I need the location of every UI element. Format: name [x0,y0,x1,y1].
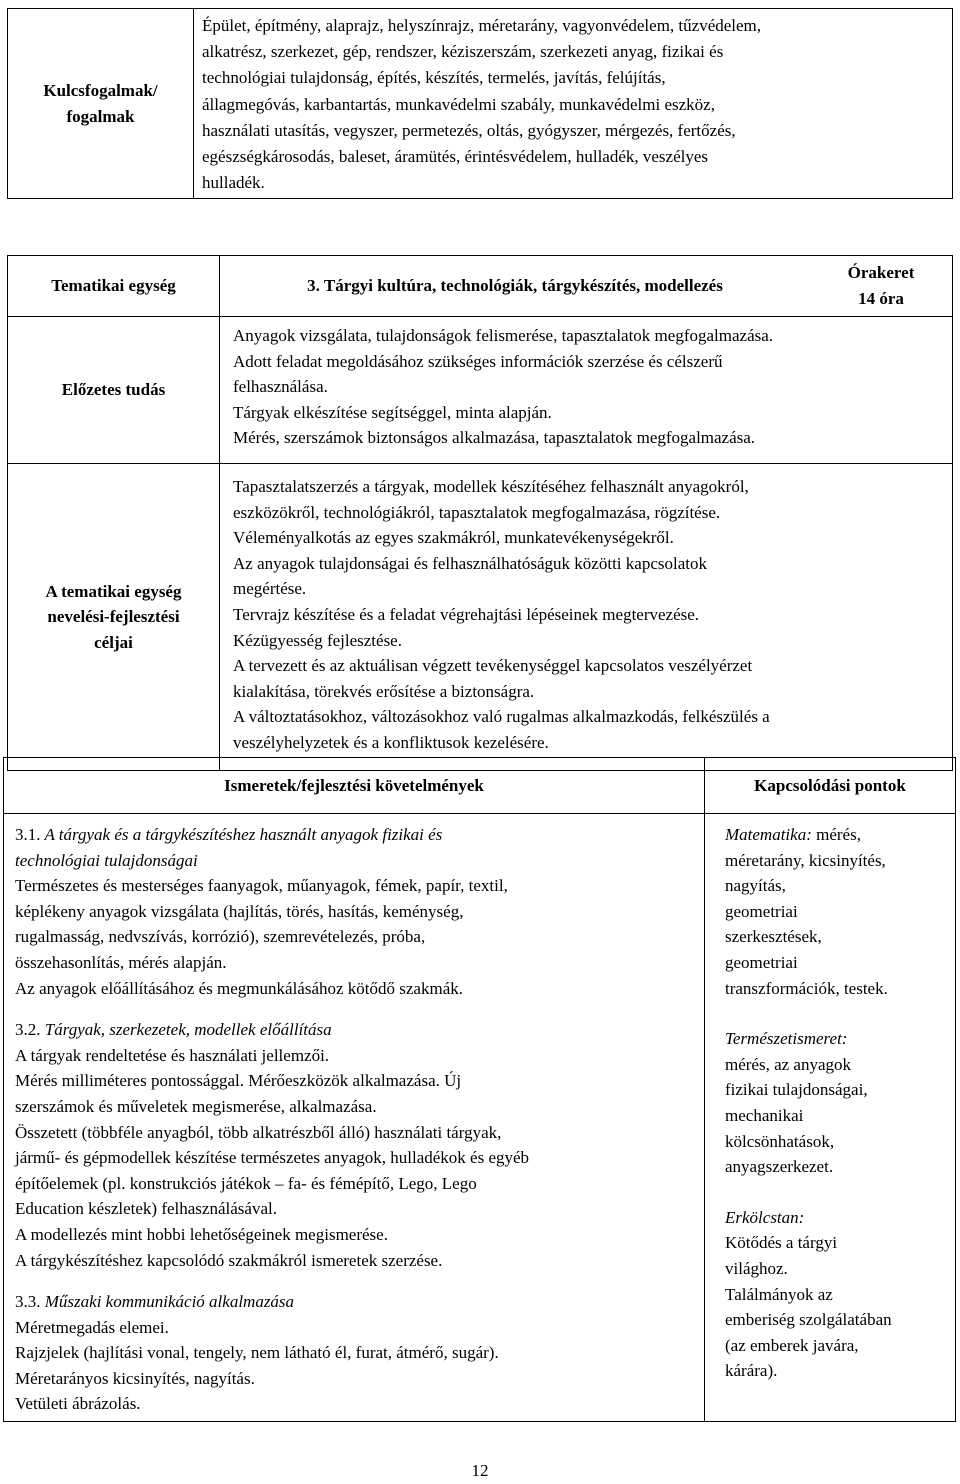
section-line: A tárgyak rendeltetése és használati jellemzői. [15,1045,330,1065]
prior-line: Anyagok vizsgálata, tulajdonságok felismerése, tapasztalatok megfogalmazása. [233,326,774,345]
prior-line: Mérés, szerszámok biztonságos alkalmazása, tapasztalatok megfogalmazása. [233,428,756,448]
section-line: Méretarányos kicsinyítés, nagyítás. [15,1368,255,1388]
section-line: Méretmegadás elemei. [15,1317,169,1337]
goals-line: veszélyhelyzetek és a konfliktusok kezelésére. [233,732,549,752]
connection-line: nagyítás, [725,876,786,896]
section-3-1 [15,822,700,1001]
section-title [15,1289,700,1315]
section-line: képlékeny anyagok vizsgálata (hajlítás, törés, hasítás, keménység, [15,901,464,921]
goals-line: Véleményalkotás az egyes szakmákról, munkatevékenységekről. [233,528,674,548]
connections-header: Kapcsolódási pontok [705,758,956,814]
thematic-unit-table [7,255,953,771]
connection-line: szerkesztések, [725,927,822,947]
connection-line: méretarány, kicsinyítés, [725,850,886,870]
prior-line: Tárgyak elkészítése segítséggel, minta alapján. [233,402,552,422]
section-line: összehasonlítás, mérés alapján. [15,952,227,972]
section-3-2 [15,1017,700,1273]
goals-line: megértése. [233,579,307,599]
hours-value: 14 óra [858,289,904,308]
section-line: Vetületi ábrázolás. [15,1394,141,1414]
key-concepts-text [194,9,953,199]
key-concepts-line: egészségkárosodás, baleset, áramütés, érintésvédelem, hulladék, veszélyes [202,147,709,167]
connection-matematika [725,822,951,1001]
section-3-3 [15,1289,700,1417]
section-line: A modellezés mint hobbi lehetőségeinek megismerése. [15,1224,388,1244]
connection-subject: Matematika: [725,825,812,844]
section-line: Rajzjelek (hajlítási vonal, tengely, nem látható él, furat, átmérő, sugár). [15,1343,499,1363]
connection-line: kárára). [725,1361,778,1381]
goals-line: A tervezett és az aktuálisan végzett tevékenységgel kapcsolatos veszélyérzet [233,656,753,676]
section-line: építőelemek (pl. konstrukciós játékok – fa- és fémépítő, Lego, Lego [15,1173,477,1193]
section-title-text: Műszaki kommunikáció alkalmazása [40,1292,295,1312]
connections-content [705,814,956,1422]
connection-line [725,822,951,848]
section-line: Az anyagok előállításához és megmunkálásához kötődő szakmák. [15,978,463,998]
goals-label-line: céljai [94,632,133,652]
section-number: 3.2. [15,1020,41,1040]
connection-subject: Természetismeret: [725,1029,848,1049]
goals-line: Tervrajz készítése és a feladat végrehajtási lépéseinek megtervezése. [233,604,700,624]
connection-line: mérés, az anyagok [725,1054,852,1074]
connection-text: mérés, [811,825,861,844]
key-concepts-table [7,8,953,199]
connection-line: transzformációk, testek. [725,978,888,998]
prior-knowledge-text [220,317,953,464]
connection-line: anyagszerkezet. [725,1157,834,1177]
connection-subject: Erkölcstan: [725,1207,805,1227]
section-title [15,1017,700,1043]
connection-line: világhoz. [725,1258,788,1278]
connection-line: (az emberek javára, [725,1335,859,1355]
requirements-header: Ismeretek/fejlesztési követelmények [4,758,705,814]
section-title-text: A tárgyak és a tárgykészítéshez használt anyagok fizikai és [40,825,443,844]
section-line: szerszámok és műveletek megismerése, alkalmazása. [15,1096,377,1116]
connection-termeszetismeret [725,1026,951,1180]
section-line: rugalmasság, nedvszívás, korrózió), szemrevételezés, próba, [15,927,426,947]
key-concepts-line: állagmegóvás, karbantartás, munkavédelmi szabály, munkavédelmi eszköz, [202,94,715,114]
requirements-table [3,757,956,1422]
key-concepts-label-line: Kulcsfogalmak/ [43,80,158,100]
unit-title: 3. Tárgyi kultúra, technológiák, tárgykészítés, modellezés [220,256,811,317]
section-line: A tárgykészítéshez kapcsolódó szakmákról ismeretek szerzése. [15,1250,443,1270]
key-concepts-line: alkatrész, szerkezet, gép, rendszer, kéziszerszám, szerkezeti anyag, fizikai és [202,42,724,62]
prior-knowledge-row [8,317,953,464]
goals-line: kialakítása, törekvés erősítése a biztonságra. [233,681,535,701]
key-concepts-label [8,9,194,199]
connection-erkolcstan [725,1205,951,1384]
connection-line: emberiség szolgálatában [725,1310,892,1330]
goals-line: Kézügyesség fejlesztése. [233,630,402,650]
prior-line: felhasználása. [233,377,328,397]
goals-line: Az anyagok tulajdonságai és felhasználhatóságuk közötti kapcsolatok [233,553,707,573]
goals-text [220,464,953,771]
connection-line: geometriai [725,901,798,921]
goals-line: Tapasztalatszerzés a tárgyak, modellek készítéséhez felhasznált anyagokról, [233,477,749,496]
key-concepts-line: hulladék. [202,173,265,193]
requirements-content [4,814,705,1422]
connection-line: Találmányok az [725,1284,833,1304]
requirements-body-row [4,814,956,1422]
connection-line: mechanikai [725,1105,804,1125]
goals-line: eszközökről, technológiákról, tapasztalatok megfogalmazása, rögzítése. [233,502,721,522]
prior-knowledge-label: Előzetes tudás [8,317,220,464]
requirements-header-row [4,758,956,814]
unit-header-row [8,256,953,317]
hours-label: Órakeret [847,263,915,282]
key-concepts-line: Épület, építmény, alaprajz, helyszínrajz, méretarány, vagyonvédelem, tűzvédelem, [202,16,762,35]
goals-row [8,464,953,771]
section-line: jármű- és gépmodellek készítése természetes anyagok, hulladékok és egyéb [15,1148,530,1168]
connection-line: kölcsönhatások, [725,1131,835,1151]
section-number: 3.3. [15,1292,41,1312]
key-concepts-line: technológiai tulajdonság, építés, készítés, termelés, javítás, felújítás, [202,68,666,88]
section-number: 3.1. [15,825,41,844]
section-title-text: technológiai tulajdonságai [15,850,198,870]
section-title [15,822,700,848]
key-concepts-label-line: fogalmak [66,106,135,126]
goals-label [8,464,220,771]
key-concepts-line: használati utasítás, vegyszer, permetezés, oltás, gyógyszer, mérgezés, fertőzés, [202,120,736,140]
goals-label-line: nevelési-fejlesztési [47,607,180,627]
section-line: Mérés milliméteres pontossággal. Mérőeszközök alkalmazása. Új [15,1071,462,1091]
section-title-text: Tárgyak, szerkezetek, modellek előállítása [40,1020,332,1040]
page-number: 12 [471,1461,489,1480]
connection-line: fizikai tulajdonságai, [725,1080,868,1100]
unit-hours [810,256,953,317]
section-line: Természetes és mesterséges faanyagok, műanyagok, fémek, papír, textil, [15,876,508,896]
unit-label: Tematikai egység [8,256,220,317]
section-line: Education készletek) felhasználásával. [15,1199,277,1219]
section-line: Összetett (többféle anyagból, több alkatrészből álló) használati tárgyak, [15,1122,502,1142]
goals-line: A változtatásokhoz, változásokhoz való rugalmas alkalmazkodás, felkészülés a [233,707,770,727]
connection-line: Kötődés a tárgyi [725,1233,838,1253]
connection-line: geometriai [725,952,798,972]
prior-line: Adott feladat megoldásához szükséges információk szerzése és célszerű [233,351,723,371]
goals-label-line: A tematikai egység [45,581,182,601]
